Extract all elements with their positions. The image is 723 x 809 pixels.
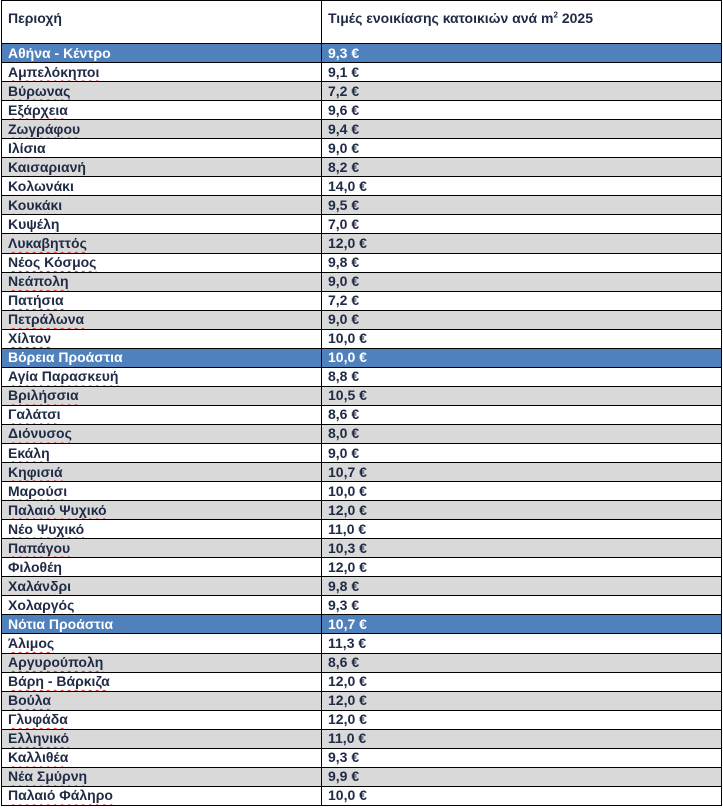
table-row [2,558,722,577]
area-cell [2,463,322,482]
area-price: 9,0 € [328,311,360,328]
price-cell [322,443,722,462]
table-row [2,482,722,501]
price-cell [322,44,722,63]
area-name: Κολωνάκι [8,177,74,194]
table-row [2,101,722,120]
table-row [2,596,722,615]
table-row [2,710,722,729]
area-name: Νεάπολη [8,273,69,290]
table-row [2,729,722,748]
price-cell [322,291,722,310]
area-name: Κηφισιά [8,463,63,480]
area-cell [2,424,322,443]
price-cell [322,101,722,120]
area-cell [2,386,322,405]
price-cell [322,253,722,272]
header-area-label: Περιοχή [8,10,62,26]
table-row [2,748,722,767]
price-cell [322,482,722,501]
area-cell [2,482,322,501]
area-price: 12,0 € [328,711,367,728]
table-row [2,310,722,329]
area-price: 12,0 € [328,558,367,575]
region-name: Νότια Προάστια [8,615,114,632]
area-name: Χολαργός [8,596,75,613]
price-cell [322,634,722,653]
rent-prices-table [1,0,722,806]
area-price: 10,3 € [328,539,367,556]
area-cell [2,520,322,539]
header-price [322,1,722,44]
area-name: Παλαιό Ψυχικό [8,501,107,518]
area-cell [2,443,322,462]
area-name: Χαλάνδρι [8,577,71,594]
price-cell [322,710,722,729]
area-price: 9,4 € [328,120,360,137]
area-name: Βάρη - Βάρκιζα [8,673,110,690]
table-row [2,653,722,672]
area-price: 10,5 € [328,387,367,404]
area-price: 10,0 € [328,330,367,347]
area-cell [2,367,322,386]
area-price: 9,8 € [328,577,360,594]
area-price: 14,0 € [328,177,367,194]
area-name: Αγία Παρασκευή [8,368,119,385]
header-price-unit-sup: 2 [553,10,558,20]
area-price: 12,0 € [328,234,367,251]
area-price: 11,0 € [328,520,367,537]
area-cell [2,272,322,291]
area-name: Ιλίσια [8,139,46,156]
area-name: Καισαριανή [8,158,86,175]
area-cell [2,196,322,215]
area-cell [2,501,322,520]
region-name: Βόρεια Προάστια [8,349,123,366]
table-row [2,691,722,710]
area-name: Γαλάτσι [8,406,61,423]
price-cell [322,615,722,634]
table-row [2,253,722,272]
table-row [2,329,722,348]
area-cell [2,615,322,634]
area-cell [2,158,322,177]
area-name: Παπάγου [8,539,71,556]
area-price: 12,0 € [328,501,367,518]
price-cell [322,786,722,805]
area-price: 9,3 € [328,749,360,766]
area-price: 9,9 € [328,768,360,785]
area-name: Κυψέλη [8,215,60,232]
price-cell [322,234,722,253]
area-price: 9,3 € [328,596,360,613]
price-cell [322,139,722,158]
area-cell [2,63,322,82]
area-cell [2,329,322,348]
area-cell [2,577,322,596]
table-row [2,272,722,291]
table-header-row [2,1,722,44]
area-price: 9,8 € [328,254,360,271]
price-cell [322,767,722,786]
area-price: 9,6 € [328,101,360,118]
area-price: 9,0 € [328,139,360,156]
table-row [2,82,722,101]
area-name: Παλαιό Φάληρο [8,787,113,804]
table-row [2,120,722,139]
area-name: Νέος Κόσμος [8,254,97,271]
area-cell [2,253,322,272]
area-name: Ελληνικό [8,730,70,747]
region-row [2,44,722,63]
area-price: 9,1 € [328,63,360,80]
region-price: 10,0 € [328,349,367,366]
region-row [2,615,722,634]
area-cell [2,310,322,329]
area-price: 8,6 € [328,406,360,423]
area-cell [2,710,322,729]
area-name: Βούλα [8,692,52,709]
region-price: 9,3 € [328,44,360,61]
price-cell [322,215,722,234]
table-row [2,139,722,158]
price-cell [322,386,722,405]
area-price: 8,6 € [328,654,360,671]
region-row [2,348,722,367]
area-cell [2,101,322,120]
price-cell [322,329,722,348]
price-cell [322,748,722,767]
price-cell [322,405,722,424]
region-price: 10,7 € [328,615,367,632]
price-cell [322,520,722,539]
price-cell [322,539,722,558]
area-cell [2,786,322,805]
area-name: Ζωγράφου [8,120,81,137]
area-cell [2,234,322,253]
area-cell [2,139,322,158]
table-row [2,539,722,558]
area-price: 7,2 € [328,82,360,99]
area-cell [2,177,322,196]
area-name: Γλυφάδα [8,711,68,728]
price-cell [322,82,722,101]
area-name: Χίλτον [8,330,52,347]
area-cell [2,653,322,672]
header-price-label: Τιμές ενοικίασης κατοικιών ανά m [328,10,554,26]
price-cell [322,672,722,691]
table-row [2,63,722,82]
table-row [2,158,722,177]
price-cell [322,177,722,196]
area-name: Διόνυσος [8,425,72,442]
price-cell [322,367,722,386]
price-cell [322,463,722,482]
area-cell [2,291,322,310]
price-cell [322,653,722,672]
price-cell [322,558,722,577]
price-cell [322,158,722,177]
price-cell [322,577,722,596]
table-body [2,44,722,806]
table-row [2,634,722,653]
price-cell [322,348,722,367]
area-name: Εξάρχεια [8,101,68,118]
area-name: Κουκάκι [8,196,63,213]
table-row [2,672,722,691]
area-name: Καλλιθέα [8,749,69,766]
area-cell [2,215,322,234]
area-name: Νέα Σμύρνη [8,768,88,785]
table-row [2,405,722,424]
area-name: Βύρωνας [8,82,71,99]
header-price-year: 2025 [557,10,593,26]
table-row [2,215,722,234]
area-price: 12,0 € [328,692,367,709]
header-area [2,1,322,44]
table-row [2,443,722,462]
area-price: 10,0 € [328,482,367,499]
table-row [2,367,722,386]
area-price: 10,7 € [328,463,367,480]
area-price: 12,0 € [328,673,367,690]
table-row [2,520,722,539]
area-price: 7,0 € [328,215,360,232]
area-name: Μαρούσι [8,482,68,499]
region-name: Αθήνα - Κέντρο [8,44,111,61]
area-name: Εκάλη [8,444,50,461]
area-price: 8,8 € [328,368,360,385]
area-name: Αργυρούπολη [8,654,104,671]
price-cell [322,501,722,520]
area-cell [2,348,322,367]
area-name: Αμπελόκηποι [8,63,100,80]
price-cell [322,596,722,615]
table-row [2,234,722,253]
area-price: 10,0 € [328,787,367,804]
area-price: 9,0 € [328,444,360,461]
table-row [2,463,722,482]
area-name: Νέο Ψυχικό [8,520,85,537]
area-cell [2,634,322,653]
area-price: 11,0 € [328,730,367,747]
area-cell [2,691,322,710]
area-cell [2,767,322,786]
price-cell [322,424,722,443]
area-price: 9,5 € [328,196,360,213]
price-cell [322,196,722,215]
table-row [2,767,722,786]
area-price: 7,2 € [328,292,360,309]
price-cell [322,691,722,710]
area-name: Λυκαβηττός [8,234,87,251]
area-cell [2,558,322,577]
area-cell [2,672,322,691]
area-cell [2,120,322,139]
area-cell [2,539,322,558]
area-price: 8,0 € [328,425,360,442]
price-cell [322,729,722,748]
area-cell [2,405,322,424]
table-row [2,177,722,196]
area-cell [2,44,322,63]
table-row [2,291,722,310]
area-price: 11,3 € [328,634,367,651]
area-name: Πατήσια [8,292,64,309]
area-cell [2,82,322,101]
table-row [2,196,722,215]
area-name: Πετράλωνα [8,311,85,328]
table-row [2,501,722,520]
area-name: Άλιμος [8,634,55,651]
price-cell [322,120,722,139]
table-row [2,386,722,405]
area-price: 9,0 € [328,273,360,290]
area-name: Βριλήσσια [8,387,79,404]
price-cell [322,310,722,329]
area-price: 8,2 € [328,158,360,175]
area-cell [2,729,322,748]
table-row [2,577,722,596]
area-name: Φιλοθέη [8,558,62,575]
price-cell [322,272,722,291]
table-row [2,786,722,805]
price-cell [322,63,722,82]
area-cell [2,596,322,615]
table-row [2,424,722,443]
area-cell [2,748,322,767]
